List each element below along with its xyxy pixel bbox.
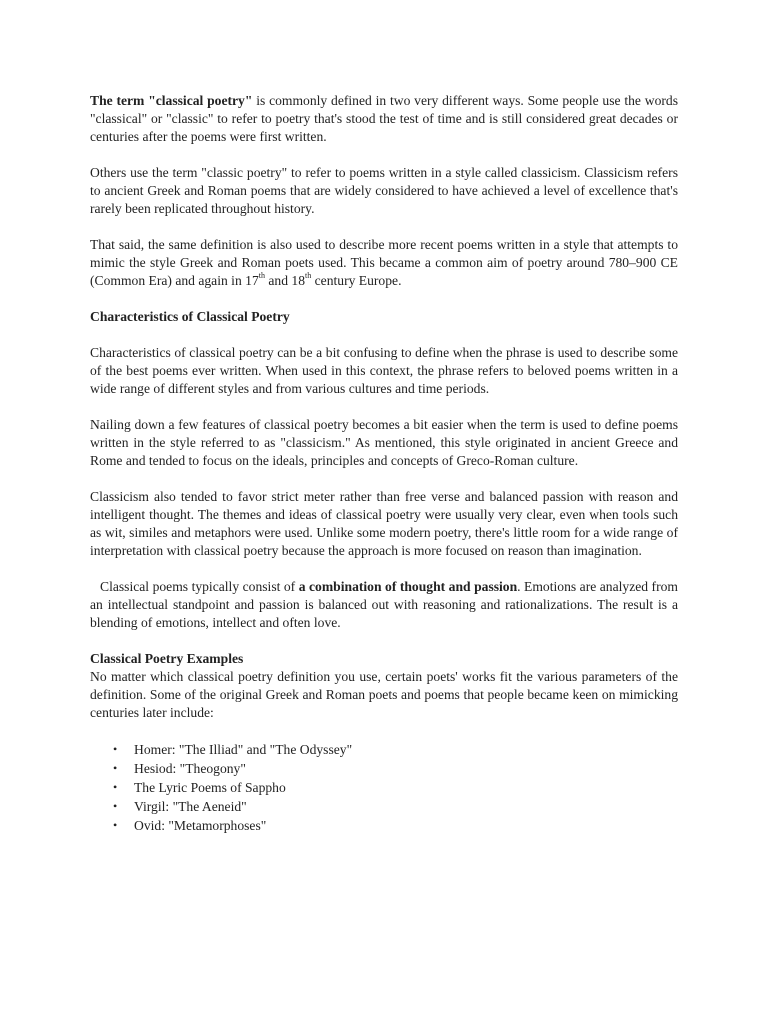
paragraph-classicism: Others use the term "classic poetry" to refer to poems written in a style called classicism. Classicism refers to ancient Greek and Roman poems that are widely considered to have achieved a level of excellence that's rarely been replicated throughout history. [90, 165, 678, 216]
list-item [113, 797, 678, 816]
paragraph-meter: Classicism also tended to favor strict meter rather than free verse and balanced passion with reason and intelligent thought. The themes and ideas of classical poetry were usually very clear, even when tools such as wit, similes and metaphors were used. Unlike some modern poetry, there's little room for a wide range of interpretation with classical poetry because the approach is more focused on reason than imagination. [90, 489, 678, 558]
superscript-th-2: th [305, 271, 312, 281]
paragraph-characteristics: Characteristics of classical poetry can be a bit confusing to define when the phrase is used to describe some of the best poems ever written. When used in this context, the phrase refers to beloved poems written in a wide range of different styles and from various cultures and time periods. [90, 345, 678, 396]
recent-poems-text-2: and 18 [264, 273, 306, 288]
paragraph-features: Nailing down a few features of classical poetry becomes a bit easier when the term is used to define poems written in the style referred to as "classicism." As mentioned, this style originated in ancient Greece and Rome and tended to focus on the ideals, principles and concepts of Greco-Roman culture. [90, 417, 678, 468]
document-page [90, 92, 678, 835]
heading-characteristics: Characteristics of Classical Poetry [90, 309, 290, 324]
heading-examples: Classical Poetry Examples [90, 651, 244, 666]
list-item-text: Virgil: "The Aeneid" [134, 799, 247, 814]
list-item-text: The Lyric Poems of Sappho [134, 780, 286, 795]
recent-poems-text-3: century Europe. [311, 273, 402, 288]
paragraph-examples-intro: No matter which classical poetry definition you use, certain poets' works fit the various parameters of the definition. Some of the original Greek and Roman poets and poems that people became keen on mimicking centuries later include: [90, 669, 678, 720]
list-item [113, 778, 678, 797]
superscript-th-1: th [258, 271, 265, 281]
bullet-icon: • [113, 818, 118, 832]
intro-bold-lead: The term "classical poetry" [90, 93, 253, 108]
bullet-icon: • [113, 761, 118, 775]
thought-passion-bold: a combination of thought and passion [298, 579, 518, 594]
paragraph-intro [90, 92, 678, 146]
list-item-text: Ovid: "Metamorphoses" [134, 818, 267, 833]
bullet-icon: • [113, 799, 118, 813]
bullet-icon: • [113, 780, 118, 794]
thought-passion-lead: Classical poems typically consist of [100, 579, 299, 594]
examples-list [90, 740, 678, 835]
intro-text: is commonly defined in two very different ways. Some people use the words "classical" or "classic" to refer to poetry that's stood the test of time and is still considered great decades or centuries after the poems were first written. [90, 93, 678, 144]
bullet-icon: • [113, 742, 118, 756]
paragraph-recent-poems [90, 236, 678, 290]
list-item [113, 759, 678, 778]
list-item-text: Hesiod: "Theogony" [134, 761, 246, 776]
thought-passion-rest: . Emotions are analyzed from an intellectual standpoint and passion is balanced out with reasoning and rationalizations. The result is a blending of emotions, intellect and often love. [90, 579, 678, 630]
list-item [113, 816, 678, 835]
paragraph-thought-passion [90, 578, 678, 632]
list-item-text: Homer: "The Illiad" and "The Odyssey" [134, 742, 353, 757]
recent-poems-text-1: That said, the same definition is also used to describe more recent poems written in a style that attempts to mimic the style Greek and Roman poets used. This became a common aim of poetry around 780–900 CE (Common Era) and again in 17 [90, 237, 678, 288]
list-item [113, 740, 678, 759]
